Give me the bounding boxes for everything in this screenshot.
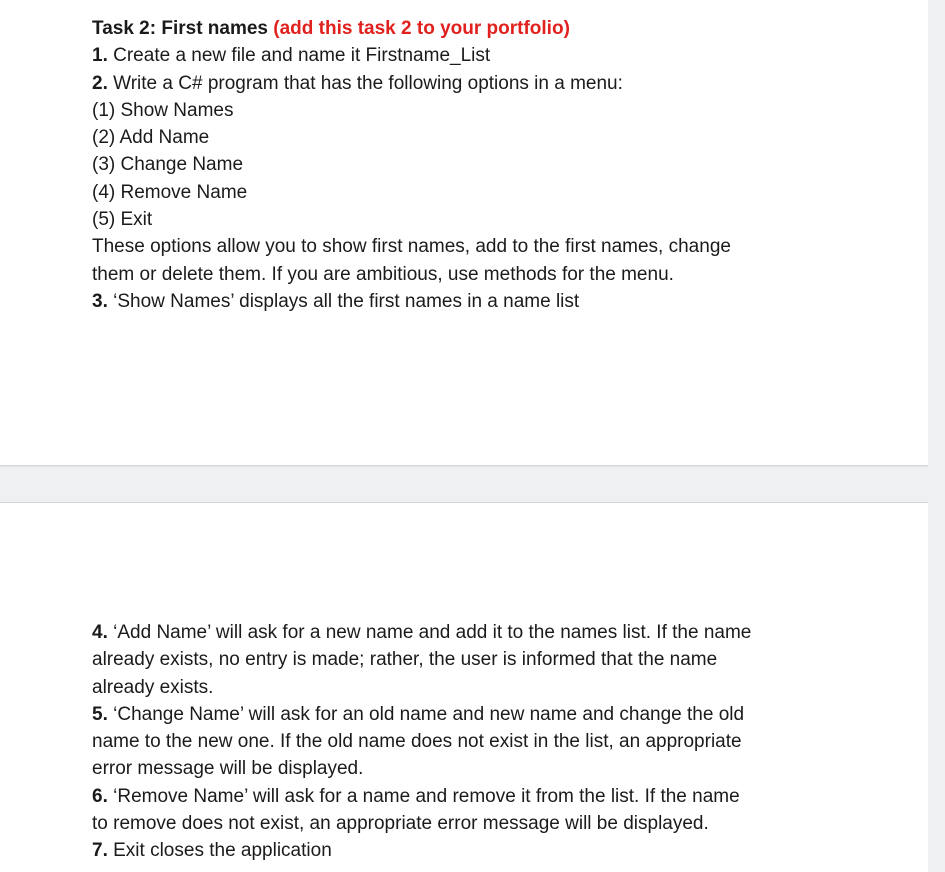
document-page-2 xyxy=(0,502,928,872)
menu-option-exit: (5) Exit xyxy=(92,209,153,231)
description-line: These options allow you to show first names, add to the first names, change xyxy=(92,236,731,258)
step-6: 6. ‘Remove Name’ will ask for a name and remove it from the list. If the name xyxy=(92,785,740,807)
portfolio-note: (add this task 2 to your portfolio) xyxy=(273,18,570,39)
step-3: 3. ‘Show Names’ displays all the first names in a name list xyxy=(92,290,580,312)
step-4-continued: already exists. xyxy=(92,676,214,698)
menu-option-change-name: (3) Change Name xyxy=(92,154,244,176)
task-content xyxy=(92,15,731,315)
step-4: 4. ‘Add Name’ will ask for a new name and add it to the names list. If the name xyxy=(92,622,752,643)
menu-option-remove-name: (4) Remove Name xyxy=(92,181,248,203)
menu-option-add-name: (2) Add Name xyxy=(92,127,210,149)
step-5: 5. ‘Change Name’ will ask for an old name and new name and change the old xyxy=(92,703,745,725)
step-2: 2. Write a C# program that has the following options in a menu: xyxy=(92,72,623,94)
step-6-continued: to remove does not exist, an appropriate error message will be displayed. xyxy=(92,813,709,835)
task-title: Task 2: First names (add this task 2 to your portfolio) xyxy=(92,18,570,39)
menu-option-show-names: (1) Show Names xyxy=(92,99,234,121)
step-1: 1. Create a new file and name it Firstname_List xyxy=(92,45,491,67)
step-5-continued: name to the new one. If the old name does not exist in the list, an appropriate xyxy=(92,731,742,753)
step-4-continued: already exists, no entry is made; rather, the user is informed that the name xyxy=(92,649,718,671)
step-5-continued: error message will be displayed. xyxy=(92,758,364,780)
step-7: 7. Exit closes the application xyxy=(92,840,332,862)
task-content-continued xyxy=(92,619,751,865)
description-line: them or delete them. If you are ambitious, use methods for the menu. xyxy=(92,263,674,285)
viewer-margin xyxy=(928,0,945,871)
